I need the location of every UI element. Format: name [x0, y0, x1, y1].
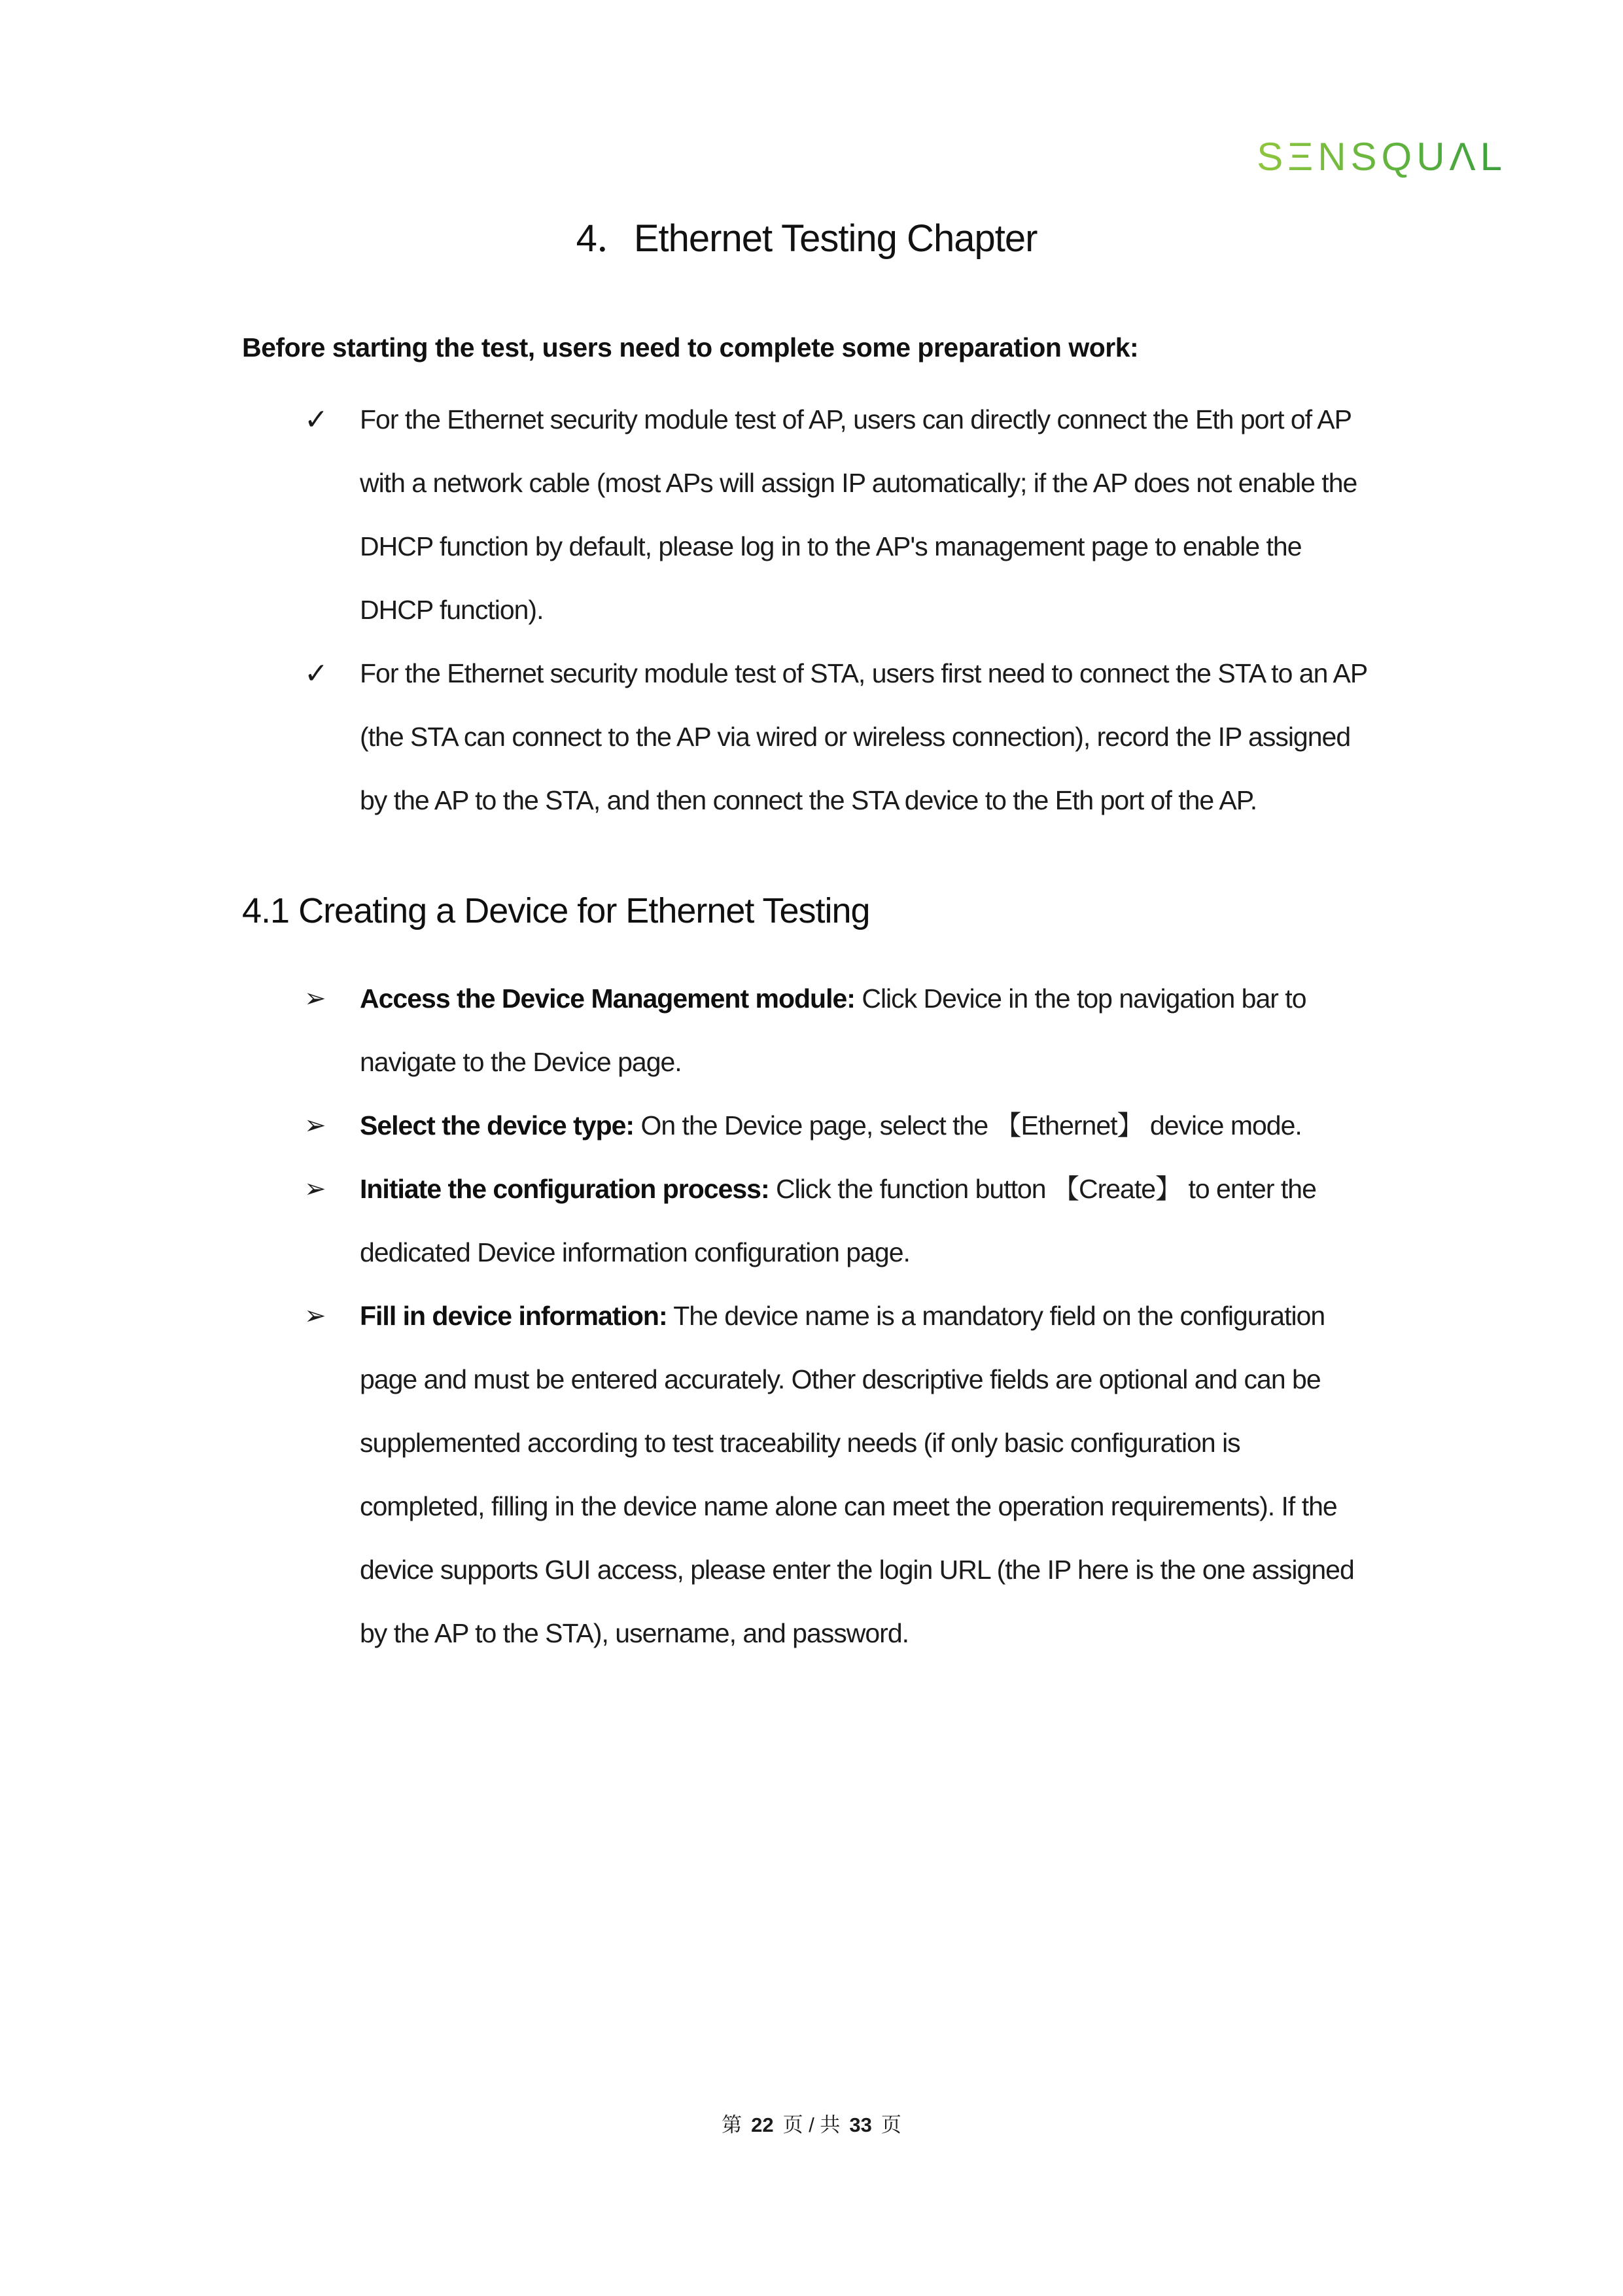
step-body: Click Device in the top navigation bar to navigate to the Device page.	[360, 983, 1306, 1077]
arrow-bullet-icon: ➢	[304, 1301, 326, 1330]
list-item	[242, 1284, 1371, 1665]
footer-suffix: 页	[881, 2113, 901, 2136]
step-lead: Select the device type:	[360, 1110, 635, 1140]
chapter-title: 4．Ethernet Testing Chapter	[576, 217, 1038, 260]
footer-prefix: 第	[722, 2113, 742, 2136]
step-body: The device name is a mandatory field on the configuration page and must be entered accurately. Other descriptive fields are optional and can be supplemented according to test traceability needs (if only basic configuration is completed, filling in the device name alone can meet the operation requirements). If the device supports GUI access, please enter the login URL (the IP here is the one assigned by the AP to the STA), username, and password.	[360, 1301, 1354, 1648]
list-item	[242, 967, 1371, 1094]
arrow-bullet-icon: ➢	[304, 1111, 326, 1140]
step-body: On the Device page, select the 【Ethernet】 device mode.	[634, 1110, 1302, 1140]
list-item-text: For the Ethernet security module test of AP, users can directly connect the Eth port of AP with a network cable (most APs will assign IP automatically; if the AP does not enable the DHCP function by default, please log in to the AP's management page to enable the DHCP function).	[360, 404, 1357, 625]
step-lead: Access the Device Management module:	[360, 983, 855, 1014]
steps-list	[242, 967, 1371, 1665]
intro-paragraph: Before starting the test, users need to complete some preparation work:	[242, 332, 1139, 362]
list-item	[242, 1094, 1371, 1157]
list-item-text	[360, 967, 1371, 1094]
footer-separator: 页 / 共	[782, 2113, 841, 2136]
preparation-list	[242, 388, 1371, 832]
list-item	[242, 388, 1371, 642]
step-body: Click the function button 【Create】 to enter the dedicated Device information configuration page.	[360, 1174, 1316, 1267]
list-item-text	[360, 1284, 1371, 1665]
page-footer	[0, 2108, 1623, 2138]
footer-total-pages: 33	[849, 2113, 872, 2136]
list-item	[242, 642, 1371, 832]
list-item	[242, 1157, 1371, 1284]
section-heading: 4.1 Creating a Device for Ethernet Testing	[242, 891, 870, 930]
list-item-text	[360, 1157, 1371, 1284]
list-item-text	[360, 1094, 1371, 1157]
step-lead: Fill in device information:	[360, 1301, 667, 1331]
arrow-bullet-icon: ➢	[304, 984, 326, 1013]
brand-logo: SΞNSQUΛL	[1257, 135, 1507, 179]
checkmark-icon: ✓	[304, 404, 328, 436]
arrow-bullet-icon: ➢	[304, 1174, 326, 1203]
checkmark-icon: ✓	[304, 658, 328, 690]
list-item-text: For the Ethernet security module test of STA, users first need to connect the STA to an AP (the STA can connect to the AP via wired or wireless connection), record the IP assigned by the AP to the STA, and then connect the STA device to the Eth port of the AP.	[360, 658, 1367, 815]
step-lead: Initiate the configuration process:	[360, 1174, 769, 1204]
footer-current-page: 22	[751, 2113, 774, 2136]
